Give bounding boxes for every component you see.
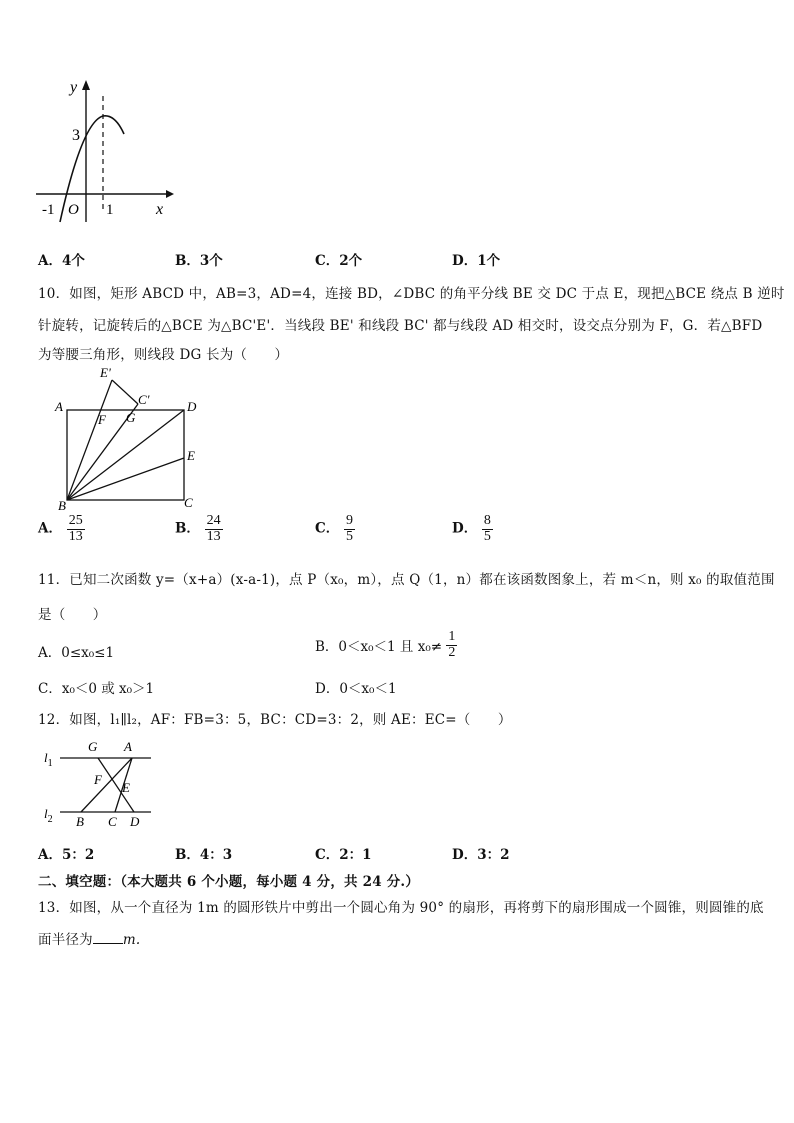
label-b: B [76,814,84,829]
q12-option-c: C．2：1 [315,847,372,863]
denominator: 5 [483,528,491,544]
q11-option-a: A．0≤x₀≤1 [38,645,115,661]
y-axis-arrow [82,80,90,90]
denominator: 13 [206,528,221,544]
label-d: D [130,814,140,829]
fraction [344,514,355,544]
numerator: 24 [206,513,221,528]
q10-option-a [38,514,85,544]
label-a: A [55,399,63,414]
q9-option-d: D．1个 [452,253,501,269]
q10-option-c [315,514,355,544]
option-letter: A． [38,520,62,537]
section-2-heading: 二、填空题：（本大题共 6 个小题，每小题 4 分，共 24 分.） [38,874,420,890]
q10-text-line3: 为等腰三角形，则线段 DG 长为（ ） [38,347,289,363]
label-c1: C' [138,392,150,407]
x-axis-arrow [166,190,174,198]
q11-option-b [315,630,457,660]
q12-option-b: B．4：3 [175,847,233,863]
option-letter: B． [175,520,200,537]
numerator: 9 [345,513,353,528]
denominator: 13 [68,528,83,544]
q13-line2-prefix: 面半径为 [38,932,93,948]
q12-option-d: D．3：2 [452,847,510,863]
fraction [205,514,223,544]
option-letter: D． [452,520,478,537]
label-d: D [187,399,197,414]
label-l1: $l_1$ [44,750,53,769]
three-label: 3 [72,127,80,144]
origin-label: O [68,202,79,218]
q9-parabola-graph [30,74,180,224]
q11-text-line1: 11．已知二次函数 y=（x+a）(x-a-1)，点 P（x₀，m），点 Q（1，n）都在该函数图象上，若 m＜n，则 x₀ 的取值范围 [38,572,775,588]
one-label: 1 [106,202,114,218]
label-f: F [94,772,102,787]
label-c: C [108,814,117,829]
option-b-prefix: B．0＜x₀＜1 且 x₀≠ [315,639,443,656]
q13-line2-suffix: m. [122,932,141,948]
label-g: G [126,410,136,425]
q9-option-b: B．3个 [175,253,223,269]
denominator: 5 [345,528,353,544]
q11-option-c: C．x₀＜0 或 x₀＞1 [38,681,155,697]
q10-option-d [452,514,493,544]
q10-text-line1: 10．如图，矩形 ABCD 中，AB=3，AD=4，连接 BD，∠DBC 的角平分线 BE 交 DC 于点 E，现把△BCE 绕点 B 逆时 [38,286,785,302]
answer-blank[interactable] [93,931,123,944]
label-a: A [124,739,132,754]
numerator: 8 [483,513,491,528]
numerator: 1 [448,629,456,644]
q12-text-line1: 12．如图，l₁∥l₂，AF：FB=3：5，BC：CD=3：2，则 AE：EC=（ ） [38,712,512,728]
q12-parallel-lines-figure [38,734,158,830]
x-label: x [156,201,164,218]
label-l2: $l_2$ [44,806,53,825]
q12-option-a: A．5：2 [38,847,95,863]
fraction [67,514,85,544]
denominator: 2 [448,644,456,660]
label-b: B [58,498,66,512]
segment-e1c1 [112,380,138,404]
q13-text-line2 [38,928,140,948]
y-label: y [70,79,78,96]
segment-be [67,458,184,500]
option-letter: C． [315,520,340,537]
q10-option-b [175,514,223,544]
label-e1: E' [100,365,111,380]
neg-one-label: -1 [42,202,55,218]
q10-text-line2: 针旋转，记旋转后的△BCE 为△BC'E'．当线段 BE' 和线段 BC' 都与线段 AD 相交时，设交点分别为 F，G．若△BFD [38,318,763,334]
label-f: F [98,412,106,427]
q9-option-a: A．4个 [38,253,85,269]
label-c: C [184,495,193,510]
q11-text-line2: 是（ ） [38,607,107,623]
fraction [482,514,493,544]
q13-text-line1: 13．如图，从一个直径为 1m 的圆形铁片中剪出一个圆心角为 90° 的扇形，再将剪下的扇形围成一个圆锥，则圆锥的底 [38,900,764,916]
label-e: E [122,780,130,795]
label-g: G [88,739,98,754]
label-e: E [187,448,195,463]
numerator: 25 [68,513,83,528]
q10-rectangle-figure [52,362,212,512]
q9-option-c: C．2个 [315,253,363,269]
fraction-half [446,630,457,660]
q11-option-d: D．0＜x₀＜1 [315,681,397,697]
